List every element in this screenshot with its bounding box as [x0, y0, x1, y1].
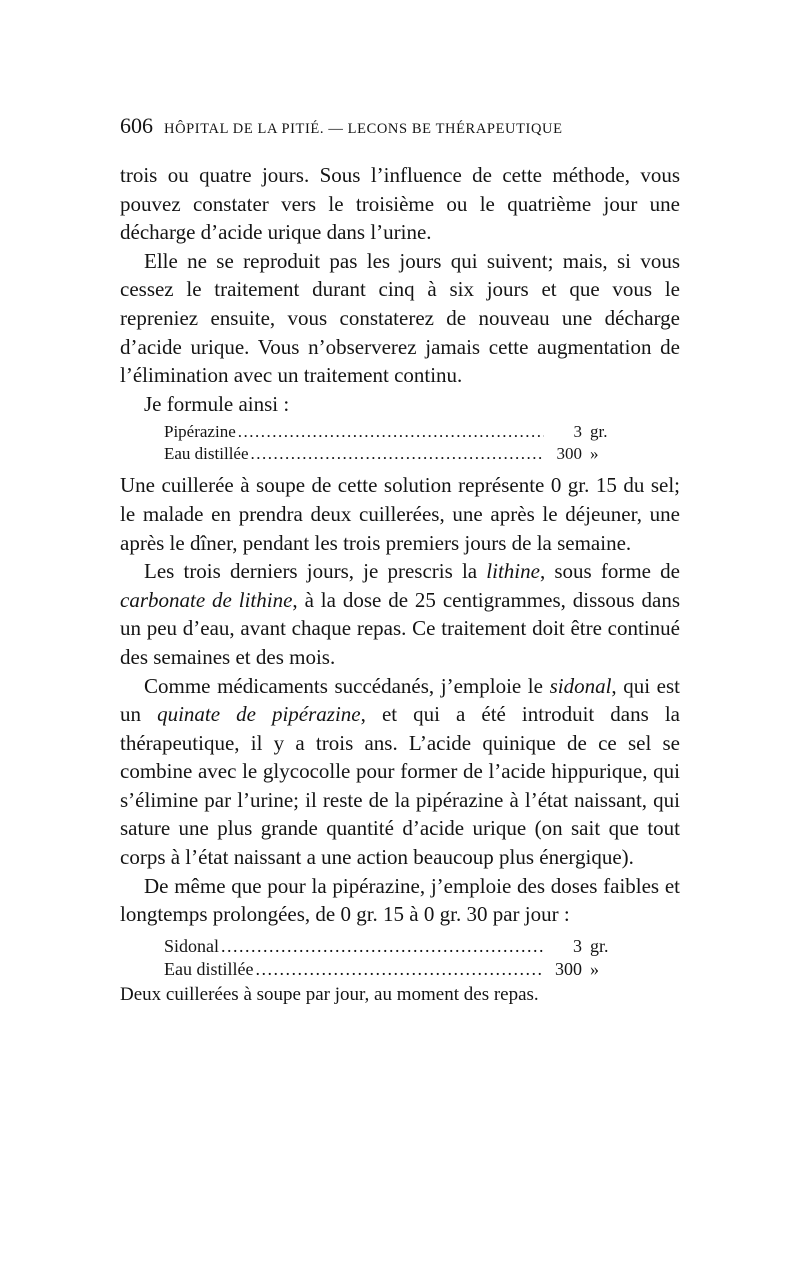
italic-term: quinate de pipérazine	[157, 702, 361, 727]
paragraph-8: Deux cuillerées à soupe par jour, au moment des repas.	[120, 983, 539, 1005]
ingredient-unit: gr.	[590, 935, 609, 956]
running-header	[120, 113, 680, 143]
italic-term: carbonate de lithine	[120, 587, 293, 612]
paragraph-1: trois ou quatre jours. Sous l’influence de cette méthode, vous pouvez constater vers le troisième ou le quatrième jour une décharge d’acide urique dans l’urine.	[120, 163, 680, 245]
paragraph-2: Elle ne se reproduit pas les jours qui suivent; mais, si vous cessez le traitement durant cinq à six jours et que vous le repreniez ensuite, vous constaterez de nouveau une décharge d’acide urique. Vous n’observerez jamais cette augmentation de l’élimination avec un traitement continu.	[120, 248, 680, 388]
ingredient-quantity: 300	[556, 444, 582, 464]
dot-leader	[221, 935, 544, 958]
prescription-sidonal	[120, 935, 680, 981]
text-run: , et qui a été introduit dans la thérapeutique, il y a trois ans. L’acide quinique de ce sel se combine avec le glycocolle pour former de l’acide hippurique, qui s’élimine par l’urine; il reste de la pipérazine à l’état naissant, qui sature une plus grande quantité d’acide urique (on sait que tout corps à l’état naissant a une action beaucoup plus énergique).	[120, 702, 681, 870]
paragraph-3: Je formule ainsi :	[144, 391, 290, 416]
book-page	[120, 113, 680, 1007]
prescription-line	[164, 443, 624, 465]
dot-leader	[251, 443, 544, 465]
prescription-line	[164, 935, 624, 958]
paragraph-6	[120, 672, 680, 872]
text-run: Comme médicaments succédanés, j’emploie le	[144, 673, 550, 698]
body-text	[120, 161, 680, 1007]
ingredient-name: Eau distillée	[164, 958, 254, 979]
prescription-piperazine	[120, 421, 680, 465]
text-run: , qui est un	[120, 673, 680, 727]
dot-leader	[255, 958, 544, 981]
text-run: Les trois derniers jours, je prescris la	[144, 559, 487, 584]
text-run: , sous forme de	[539, 559, 680, 584]
paragraph-4: Une cuillerée à soupe de cette solution représente 0 gr. 15 du sel; le malade en prendra deux cuillerées, une après le déjeuner, une après le dîner, pendant les trois premiers jours de la semaine.	[120, 473, 680, 555]
dot-leader	[238, 421, 544, 443]
italic-term: lithine	[486, 559, 540, 584]
running-title: HÔPITAL DE LA PITIÉ. — LECONS BE THÉRAPEUTIQUE	[164, 121, 563, 137]
ingredient-unit: gr.	[590, 422, 608, 442]
prescription-line	[164, 421, 624, 443]
ingredient-name: Pipérazine	[164, 422, 236, 442]
paragraph-7: De même que pour la pipérazine, j’emploie des doses faibles et longtemps prolongées, de 0 gr. 15 à 0 gr. 30 par jour :	[120, 873, 680, 927]
ingredient-unit: »	[590, 958, 599, 979]
paragraph-5	[120, 557, 680, 671]
italic-term: sidonal	[549, 673, 612, 698]
page-number: 606	[120, 113, 153, 138]
ingredient-quantity: 3	[573, 422, 582, 442]
ingredient-name: Eau distillée	[164, 444, 249, 464]
ingredient-quantity: 300	[555, 958, 582, 979]
ingredient-quantity: 3	[573, 935, 582, 956]
text-run: , à la dose de 25 centigrammes, dissous dans un peu d’eau, avant chaque repas. Ce traitement doit être continué des semaines et des mois.	[120, 587, 680, 669]
ingredient-name: Sidonal	[164, 935, 220, 956]
ingredient-unit: »	[590, 444, 599, 464]
prescription-line	[164, 958, 624, 981]
